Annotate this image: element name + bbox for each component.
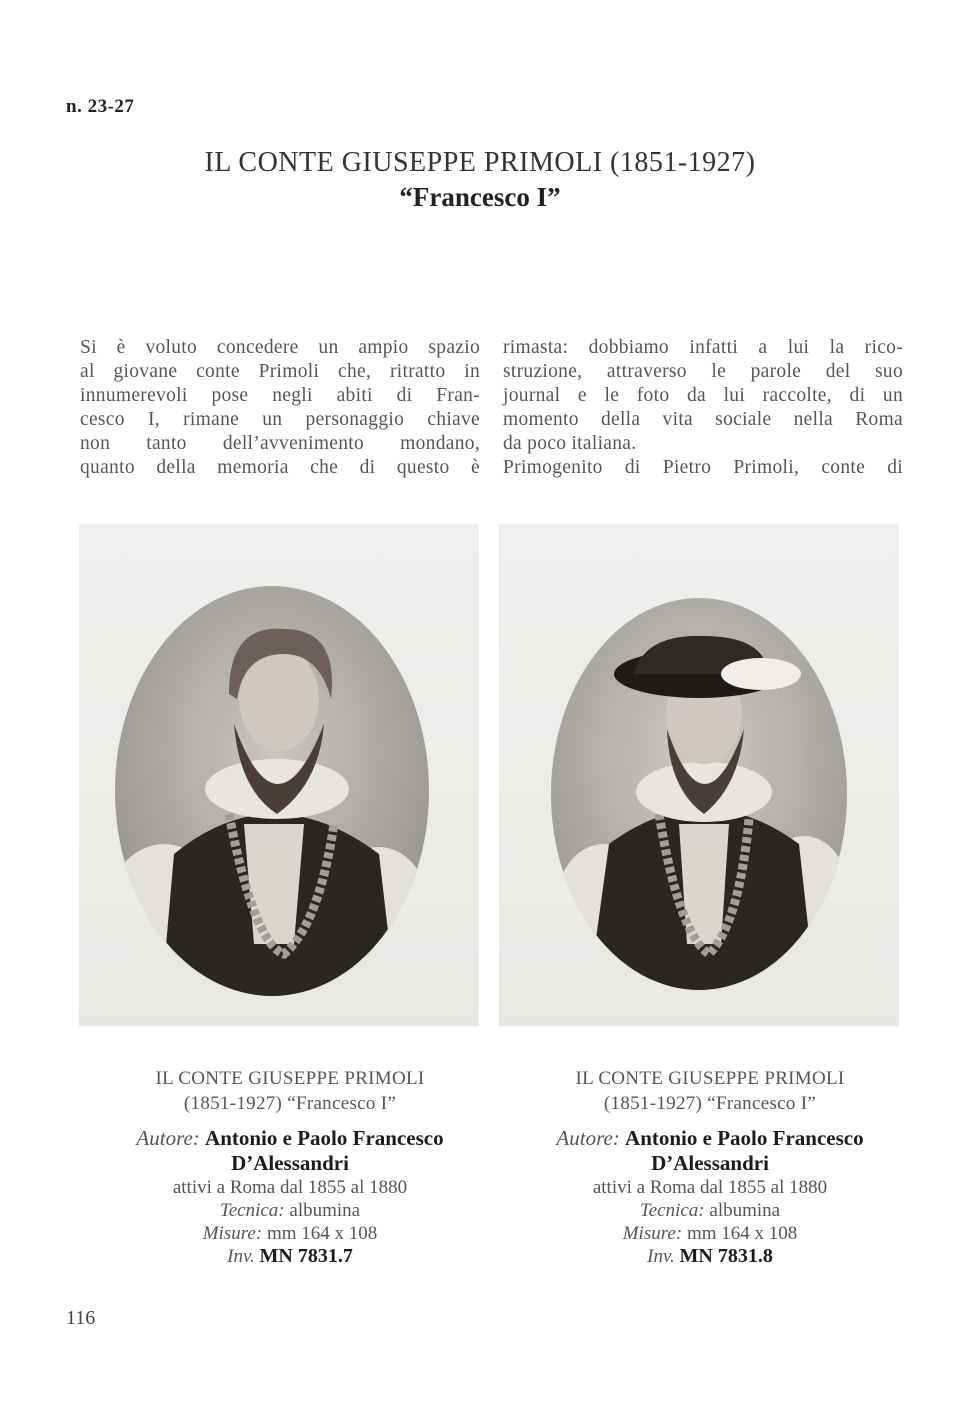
body-line: cesco I, rimane un personaggio chiave bbox=[80, 409, 480, 430]
body-line: al giovane conte Primoli che, ritratto in bbox=[80, 361, 480, 382]
size-label: Misure: bbox=[622, 1223, 683, 1244]
body-line: innumerevoli pose negli abiti di Fran- bbox=[80, 385, 480, 406]
inventory-label: Inv. bbox=[647, 1246, 675, 1267]
author-name-cont: D’Alessandri bbox=[651, 1151, 769, 1175]
page-number: 116 bbox=[66, 1307, 96, 1329]
caption-active: attivi a Roma dal 1855 al 1880 bbox=[172, 1177, 408, 1198]
size-value: mm 164 x 108 bbox=[686, 1223, 798, 1244]
size-label: Misure: bbox=[202, 1223, 263, 1244]
technique-label: Tecnica: bbox=[219, 1200, 285, 1221]
caption-technique bbox=[500, 1199, 920, 1222]
technique-label: Tecnica: bbox=[639, 1200, 705, 1221]
caption-author-cont bbox=[500, 1151, 920, 1176]
caption-date: (1851-1927) “Francesco I” bbox=[183, 1093, 397, 1114]
caption-inventory bbox=[80, 1245, 500, 1268]
body-line: rimasta: dobbiamo infatti a lui la rico- bbox=[503, 337, 903, 358]
caption-title: IL CONTE GIUSEPPE PRIMOLI bbox=[575, 1068, 845, 1089]
inventory-label: Inv. bbox=[227, 1246, 255, 1267]
inventory-value: MN 7831.7 bbox=[259, 1245, 353, 1267]
body-line: da poco italiana. bbox=[503, 433, 637, 454]
portrait-illustration bbox=[79, 524, 479, 1026]
author-name: Antonio e Paolo Francesco bbox=[205, 1126, 444, 1150]
body-line: struzione, attraverso le parole del suo bbox=[503, 361, 903, 382]
body-line: momento della vita sociale nella Roma bbox=[503, 409, 903, 430]
author-label: Autore: bbox=[556, 1126, 620, 1150]
body-line: non tanto dell’avvenimento mondano, bbox=[80, 433, 480, 454]
caption-technique bbox=[80, 1199, 500, 1222]
size-value: mm 164 x 108 bbox=[266, 1223, 378, 1244]
body-column-right bbox=[503, 336, 903, 480]
author-label: Autore: bbox=[136, 1126, 200, 1150]
caption-author bbox=[80, 1126, 500, 1151]
body-column-left bbox=[80, 336, 480, 480]
body-line: quanto della memoria che di questo è bbox=[80, 457, 480, 478]
caption-author-cont bbox=[80, 1151, 500, 1176]
portrait-illustration bbox=[499, 524, 899, 1026]
caption-size bbox=[500, 1222, 920, 1245]
caption-inventory bbox=[500, 1245, 920, 1268]
inventory-value: MN 7831.8 bbox=[679, 1245, 773, 1267]
caption-title: IL CONTE GIUSEPPE PRIMOLI bbox=[155, 1068, 425, 1089]
portrait-photo-left bbox=[79, 524, 479, 1026]
author-name: Antonio e Paolo Francesco bbox=[625, 1126, 864, 1150]
page-title: IL CONTE GIUSEPPE PRIMOLI (1851-1927) bbox=[204, 147, 756, 178]
caption-right bbox=[500, 1066, 920, 1268]
caption-author bbox=[500, 1126, 920, 1151]
title-block bbox=[0, 146, 960, 214]
caption-date: (1851-1927) “Francesco I” bbox=[603, 1093, 817, 1114]
body-line: journal e le foto da lui raccolte, di un bbox=[503, 385, 903, 406]
technique-value: albumina bbox=[709, 1200, 781, 1221]
caption-left bbox=[80, 1066, 500, 1268]
body-line: Primogenito di Pietro Primoli, conte di bbox=[503, 457, 903, 478]
technique-value: albumina bbox=[289, 1200, 361, 1221]
caption-active: attivi a Roma dal 1855 al 1880 bbox=[592, 1177, 828, 1198]
body-line: Si è voluto concedere un ampio spazio bbox=[80, 337, 480, 358]
caption-size bbox=[80, 1222, 500, 1245]
page-subtitle: “Francesco I” bbox=[399, 182, 561, 212]
author-name-cont: D’Alessandri bbox=[231, 1151, 349, 1175]
catalog-number: n. 23-27 bbox=[66, 96, 135, 117]
portrait-photo-right bbox=[499, 524, 899, 1026]
